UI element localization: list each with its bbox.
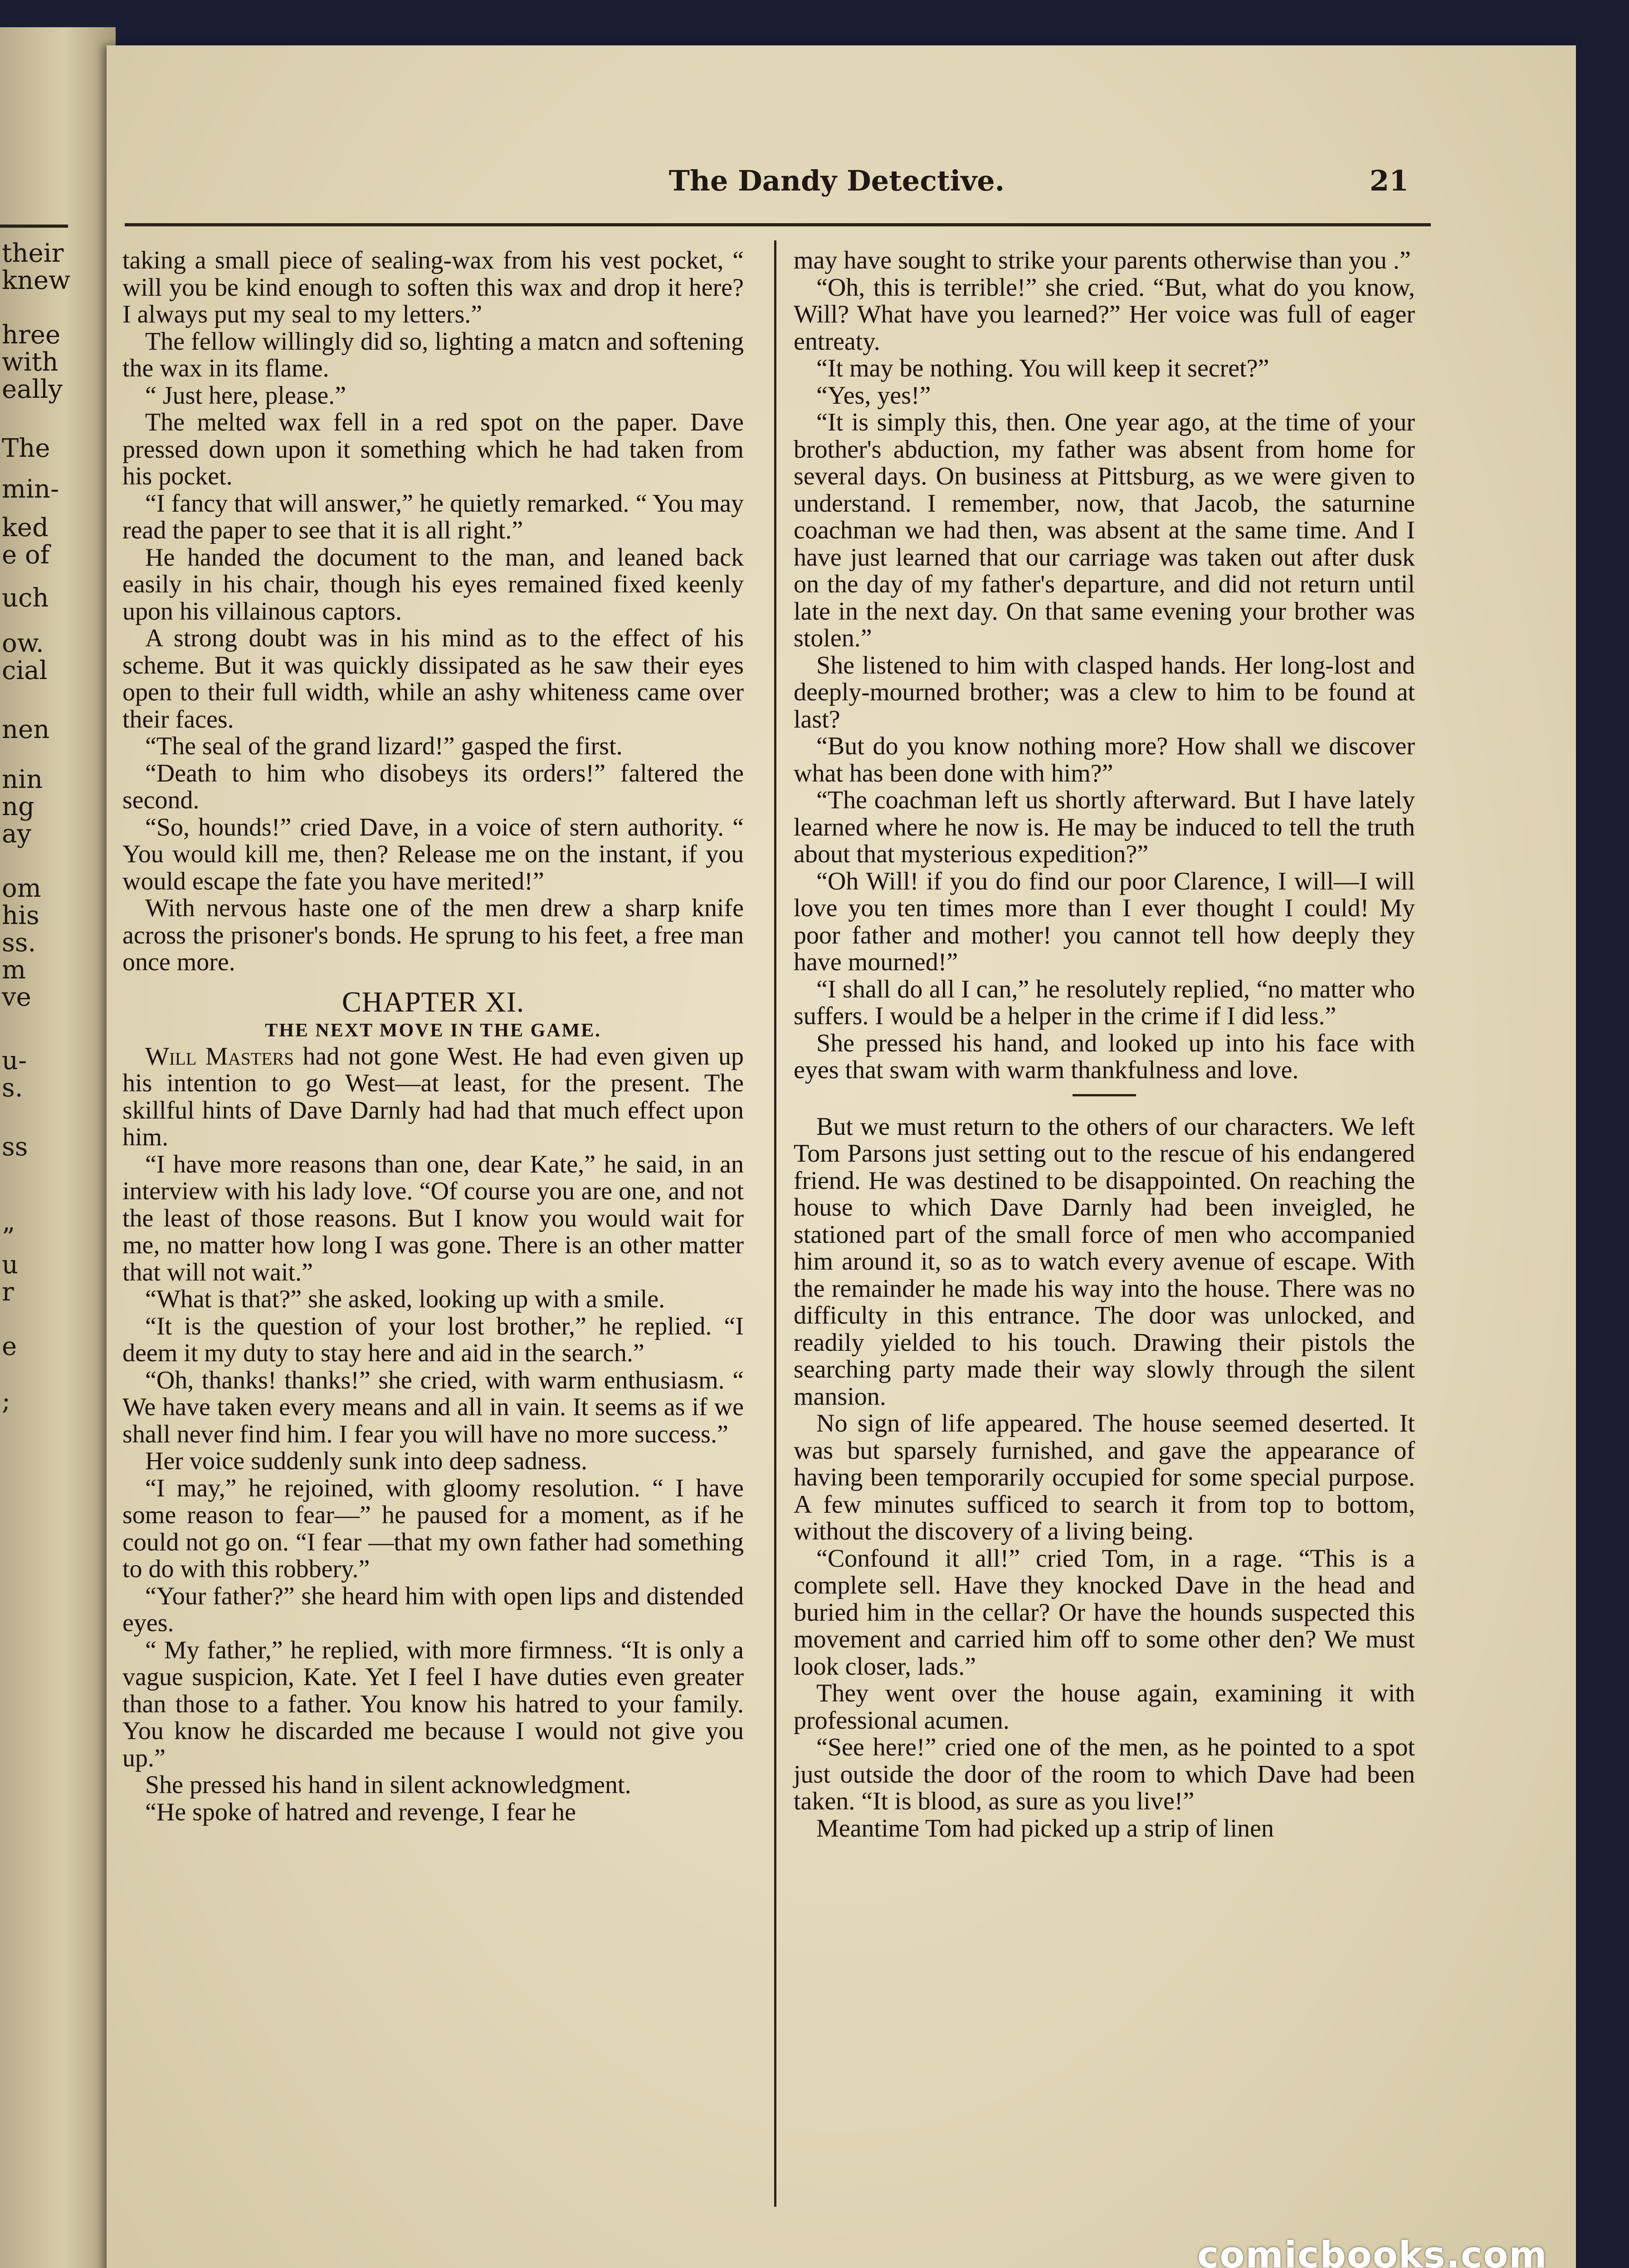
header-rule bbox=[125, 223, 1431, 226]
chapter-subtitle: THE NEXT MOVE IN THE GAME. bbox=[265, 1020, 601, 1041]
chapter-title: CHAPTER XI. bbox=[341, 985, 525, 1018]
gutter-text-fragment: ss bbox=[2, 1132, 28, 1162]
gutter-text-fragment: their bbox=[2, 239, 64, 268]
paragraph: She pressed his hand in silent acknowledgment. bbox=[145, 1771, 631, 1799]
gutter-text-fragment: ked bbox=[2, 513, 49, 543]
page-number: 21 bbox=[1370, 164, 1409, 197]
paragraph: “I fancy that will answer,” he quietly remarked. “ You may read the paper to see that it is all right.” bbox=[122, 489, 744, 544]
gutter-text-fragment: r bbox=[2, 1277, 14, 1307]
gutter-text-fragment: m bbox=[2, 955, 26, 985]
gutter-text-fragment: cial bbox=[2, 656, 48, 685]
left-column-body-continued bbox=[122, 1151, 744, 1826]
paragraph: But we must return to the others of our characters. We left Tom Parsons just setting out to the rescue of his endangered friend. He was destined to be disappointed. On reaching the house to which Dave Darnly had been inveigled, he stationed part of the small force of men who accompanied him around it, so as to watch every avenue of escape. With the remainder he made his way into the house. There was no difficulty in this entrance. The door was unlocked, and readily yielded to his touch. Drawing their pistols the searching party made their way slowly through the silent mansion. bbox=[794, 1112, 1415, 1411]
chapter-opening-text: had not gone West. He had even given up his intention to go West—at least, for the present. The skillful hints of Dave Darnly had had that much effect upon him. bbox=[122, 1042, 744, 1151]
previous-page-edge bbox=[0, 27, 116, 2268]
gutter-text-fragment: nen bbox=[2, 715, 50, 744]
section-break-rule bbox=[1073, 1094, 1136, 1096]
paragraph: “Oh, this is terrible!” she cried. “But, what do you know, Will? What have you learned?” Her voice was full of eager entreaty. bbox=[794, 273, 1415, 356]
gutter-text-fragment: his bbox=[2, 901, 39, 930]
gutter-text-fragment: e bbox=[2, 1332, 17, 1361]
left-column bbox=[122, 247, 744, 1826]
paragraph: “ Just here, please.” bbox=[145, 381, 346, 410]
gutter-text-fragment: hree bbox=[2, 320, 61, 350]
paragraph: “I may,” he rejoined, with gloomy resolution. “ I have some reason to fear—” he paused for a moment, as if he could not go on. “I fear —that my own father had something to do with this robbery.” bbox=[122, 1474, 744, 1583]
gutter-text-fragment: eally bbox=[2, 375, 63, 404]
paragraph: “I shall do all I can,” he resolutely replied, “no matter who suffers. I would be a helper in the crime if I did less.” bbox=[794, 975, 1415, 1030]
paragraph: With nervous haste one of the men drew a sharp knife across the prisoner's bonds. He sprung to his feet, a free man once more. bbox=[122, 894, 744, 976]
gutter-text-fragment: u bbox=[2, 1250, 19, 1280]
previous-page-rule bbox=[0, 225, 68, 228]
paragraph: They went over the house again, examining it with professional acumen. bbox=[794, 1679, 1415, 1735]
paragraph: “The coachman left us shortly afterward. But I have lately learned where he now is. He may be induced to tell the truth about that mysterious expedition?” bbox=[794, 786, 1415, 868]
paragraph: “ My father,” he replied, with more firmness. “It is only a vague suspicion, Kate. Yet I feel I have duties even greater than those to a father. You know his hatred to your family. You know he discarded me because I would not give you up.” bbox=[122, 1636, 744, 1772]
character-name: Will Masters bbox=[145, 1042, 294, 1070]
gutter-text-fragment: ; bbox=[2, 1386, 10, 1416]
right-column-body-continued bbox=[794, 1114, 1415, 1843]
paragraph: “I have more reasons than one, dear Kate,” he said, in an interview with his lady love. “Of course you are one, and not the least of those reasons. But I know you would wait for me, no matter how long I was gone. There is an other matter that will not wait.” bbox=[122, 1150, 744, 1286]
gutter-text-fragment: ” bbox=[2, 1223, 15, 1252]
paragraph: “See here!” cried one of the men, as he pointed to a spot just outside the door of the room to which Dave had been taken. “It is blood, as sure as you live!” bbox=[794, 1733, 1415, 1815]
gutter-text-fragment: The bbox=[2, 434, 50, 463]
paragraph: “It is the question of your lost brother,” he replied. “I deem it my duty to stay here and aid in the search.” bbox=[122, 1312, 744, 1367]
right-column bbox=[794, 247, 1415, 1842]
gutter-text-fragment: ve bbox=[2, 982, 31, 1012]
gutter-text-fragment: nin bbox=[2, 765, 43, 794]
paragraph: “It is simply this, then. One year ago, at the time of your brother's abduction, my father was absent from home for several days. On business at Pittsburg, as we were given to understand. I remember, now, that Jacob, the saturnine coachman we had then, was absent at the same time. And I have just learned that our carriage was taken out after dusk on the day of my father's departure, and did not return until late in the next day. On that same evening your brother was stolen.” bbox=[794, 408, 1415, 652]
paragraph: “Death to him who disobeys its orders!” faltered the second. bbox=[122, 759, 744, 814]
paragraph: taking a small piece of sealing-wax from his vest pocket, “ will you be kind enough to soften this wax and drop it here? I always put my seal to my letters.” bbox=[122, 246, 744, 328]
gutter-text-fragment: ay bbox=[2, 819, 32, 849]
paragraph: “So, hounds!” cried Dave, in a voice of stern authority. “ You would kill me, then? Release me on the instant, if you would escape the fate you have merited!” bbox=[122, 813, 744, 895]
paragraph: Her voice suddenly sunk into deep sadness. bbox=[145, 1447, 588, 1475]
paragraph: “Yes, yes!” bbox=[816, 381, 931, 410]
chapter-opening-paragraph bbox=[122, 1043, 744, 1151]
gutter-text-fragment: with bbox=[2, 347, 59, 377]
paragraph: “But do you know nothing more? How shall we discover what has been done with him?” bbox=[794, 732, 1415, 787]
gutter-text-fragment: knew bbox=[2, 266, 71, 295]
paragraph: He handed the document to the man, and leaned back easily in his chair, though his eyes remained fixed keenly upon his villainous captors. bbox=[122, 543, 744, 626]
right-column-body bbox=[794, 247, 1415, 1084]
paragraph: The melted wax fell in a red spot on the paper. Dave pressed down upon it something which he had taken from his pocket. bbox=[122, 408, 744, 490]
paragraph: “He spoke of hatred and revenge, I fear he bbox=[145, 1798, 576, 1826]
gutter-text-fragment: ss. bbox=[2, 928, 36, 958]
left-column-body bbox=[122, 247, 744, 976]
paragraph: A strong doubt was in his mind as to the effect of his scheme. But it was quickly dissipated as he saw their eyes open to their full width, while an ashy whiteness came over their faces. bbox=[122, 624, 744, 733]
paragraph: “It may be nothing. You will keep it secret?” bbox=[816, 354, 1269, 382]
gutter-text-fragment: om bbox=[2, 874, 41, 903]
paragraph: “The seal of the grand lizard!” gasped the first. bbox=[145, 732, 623, 760]
paragraph: The fellow willingly did so, lighting a matcn and softening the wax in its flame. bbox=[122, 327, 744, 382]
gutter-text-fragment: uch bbox=[2, 583, 49, 613]
gutter-text-fragment: ng bbox=[2, 792, 34, 821]
running-header-title: The Dandy Detective. bbox=[668, 164, 1005, 197]
paragraph: No sign of life appeared. The house seemed deserted. It was but sparsely furnished, and gave the appearance of having been temporarily occupied for some special purpose. A few minutes sufficed to search it from top to bottom, without the discovery of a living being. bbox=[794, 1409, 1415, 1545]
paragraph: “Confound it all!” cried Tom, in a rage. “This is a complete sell. Have they knocked Dave in the head and buried him in the cellar? Or have the hounds suspected this movement and carried him off to some other den? We must look closer, lads.” bbox=[794, 1544, 1415, 1681]
gutter-text-fragment: min- bbox=[2, 474, 59, 504]
magazine-page bbox=[107, 45, 1576, 2268]
gutter-text-fragment: ow. bbox=[2, 629, 44, 658]
paragraph: “Oh, thanks! thanks!” she cried, with warm enthusiasm. “ We have taken every means and all in vain. It seems as if we shall never find him. I fear you will have no more success.” bbox=[122, 1366, 744, 1448]
paragraph: “Your father?” she heard him with open lips and distended eyes. bbox=[122, 1582, 744, 1637]
paragraph: She pressed his hand, and looked up into his face with eyes that swam with warm thankfulness and love. bbox=[794, 1029, 1415, 1084]
paragraph: Meantime Tom had picked up a strip of linen bbox=[816, 1814, 1274, 1843]
watermark: comicbooks.com bbox=[1197, 2234, 1548, 2268]
column-divider bbox=[774, 240, 776, 2207]
paragraph: may have sought to strike your parents otherwise than you .” bbox=[794, 246, 1411, 274]
gutter-text-fragment: e of bbox=[2, 540, 50, 570]
paragraph: “Oh Will! if you do find our poor Clarence, I will—I will love you ten times more than I ever thought I could! My poor father and mother! you cannot tell how deeply they have mourned!” bbox=[794, 867, 1415, 976]
gutter-text-fragment: s. bbox=[2, 1073, 23, 1103]
paragraph: “What is that?” she asked, looking up with a smile. bbox=[145, 1285, 665, 1313]
gutter-text-fragment: u- bbox=[2, 1046, 27, 1075]
paragraph: She listened to him with clasped hands. Her long-lost and deeply-mourned brother; was a clew to him to be found at last? bbox=[794, 651, 1415, 733]
